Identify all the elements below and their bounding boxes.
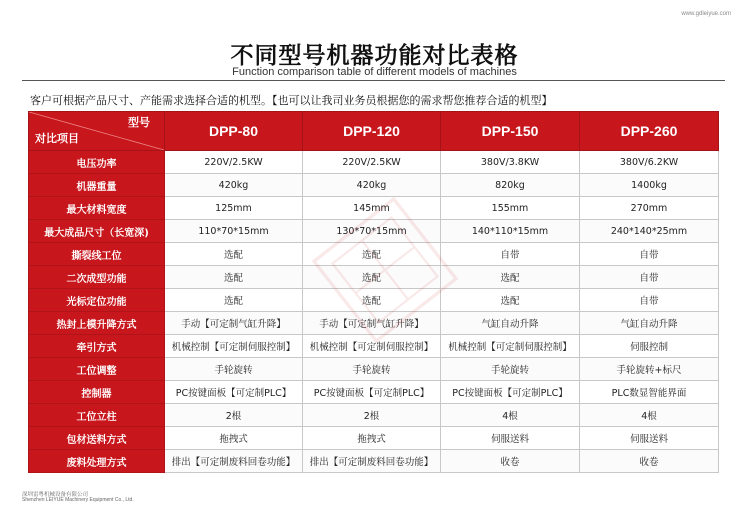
table-cell: 自带 [580,289,719,312]
table-cell: 选配 [165,243,303,266]
table-cell: 选配 [165,266,303,289]
footer-company-en: Shenzhen LEIYUE Machinery Equipment Co., Ltd. [22,497,134,503]
page-subtitle: Function comparison table of different models of machines [232,66,517,78]
table-cell: 手动【可定制气缸升降】 [165,312,303,335]
table-cell: 380V/6.2KW [580,151,719,174]
table-cell: 270mm [580,197,719,220]
table-cell: 140*110*15mm [441,220,580,243]
model-header: DPP-120 [303,112,441,151]
table-corner-cell [29,112,165,151]
site-url[interactable]: www.gdleiyue.com [681,11,731,17]
table-cell: 240*140*25mm [580,220,719,243]
table-cell: 机械控制【可定制伺服控制】 [441,335,580,358]
row-label: 废料处理方式 [29,450,165,473]
table-cell: 自带 [441,243,580,266]
table-cell: 选配 [303,289,441,312]
table-cell: 手轮旋转 [303,358,441,381]
table-cell: 820kg [441,174,580,197]
row-label: 热封上模升降方式 [29,312,165,335]
row-label: 机器重量 [29,174,165,197]
row-label: 光标定位功能 [29,289,165,312]
table-cell: PC按键面板【可定制PLC】 [441,381,580,404]
row-label: 最大材料宽度 [29,197,165,220]
table-cell: 4根 [580,404,719,427]
page-title: 不同型号机器功能对比表格 [230,43,519,69]
table-row [29,450,719,473]
model-header: DPP-80 [165,112,303,151]
row-label: 包材送料方式 [29,427,165,450]
table-cell: 420kg [165,174,303,197]
table-cell: 1400kg [580,174,719,197]
table-cell: 排出【可定制废料回卷功能】 [303,450,441,473]
table-cell: 机械控制【可定制伺服控制】 [303,335,441,358]
corner-model-label: 型号 [128,116,150,129]
table-cell: 145mm [303,197,441,220]
table-cell: 伺服送料 [441,427,580,450]
model-header: DPP-150 [441,112,580,151]
row-label: 二次成型功能 [29,266,165,289]
table-cell: 收卷 [580,450,719,473]
table-row [29,427,719,450]
table-cell: 排出【可定制废料回卷功能】 [165,450,303,473]
row-label: 最大成品尺寸（长宽深) [29,220,165,243]
table-cell: 机械控制【可定制伺服控制】 [165,335,303,358]
table-cell: 气缸自动升降 [580,312,719,335]
table-cell: 选配 [303,243,441,266]
table-cell: 155mm [441,197,580,220]
row-label: 控制器 [29,381,165,404]
model-header: DPP-260 [580,112,719,151]
table-cell: 4根 [441,404,580,427]
table-cell: 气缸自动升降 [441,312,580,335]
row-label: 电压功率 [29,151,165,174]
table-header-row [29,112,719,151]
table-cell: 选配 [303,266,441,289]
table-cell: 拖拽式 [303,427,441,450]
table-cell: 220V/2.5KW [165,151,303,174]
table-cell: 420kg [303,174,441,197]
table-cell: 手轮旋转 [441,358,580,381]
table-cell: 手动【可定制气缸升降】 [303,312,441,335]
intro-text: 客户可根据产品尺寸、产能需求选择合适的机型。【也可以让我司业务员根据您的需求帮您推荐合适的机型】 [30,94,553,107]
table-row [29,404,719,427]
table-cell: 伺服送料 [580,427,719,450]
row-label: 撕裂线工位 [29,243,165,266]
table-cell: 220V/2.5KW [303,151,441,174]
table-cell: 手轮旋转 [165,358,303,381]
table-row [29,151,719,174]
table-cell: PC按键面板【可定制PLC】 [303,381,441,404]
table-cell: 110*70*15mm [165,220,303,243]
header-divider [22,80,725,81]
table-cell: 130*70*15mm [303,220,441,243]
table-cell: 收卷 [441,450,580,473]
table-cell: PLC数显智能界面 [580,381,719,404]
table-row [29,381,719,404]
table-cell: 伺服控制 [580,335,719,358]
table-cell: 拖拽式 [165,427,303,450]
table-row [29,358,719,381]
table-cell: 125mm [165,197,303,220]
table-cell: 选配 [441,289,580,312]
footer-company-cn: 深圳雷粤机械设备有限公司 [22,492,89,498]
table-cell: 2根 [303,404,441,427]
row-label: 工位调整 [29,358,165,381]
row-label: 工位立柱 [29,404,165,427]
table-cell: 自带 [580,266,719,289]
table-cell: 选配 [165,289,303,312]
table-cell: 380V/3.8KW [441,151,580,174]
table-cell: PC按键面板【可定制PLC】 [165,381,303,404]
table-row [29,174,719,197]
row-label: 牵引方式 [29,335,165,358]
corner-item-label: 对比项目 [35,132,79,145]
table-cell: 2根 [165,404,303,427]
table-cell: 手轮旋转+标尺 [580,358,719,381]
table-cell: 自带 [580,243,719,266]
table-cell: 选配 [441,266,580,289]
